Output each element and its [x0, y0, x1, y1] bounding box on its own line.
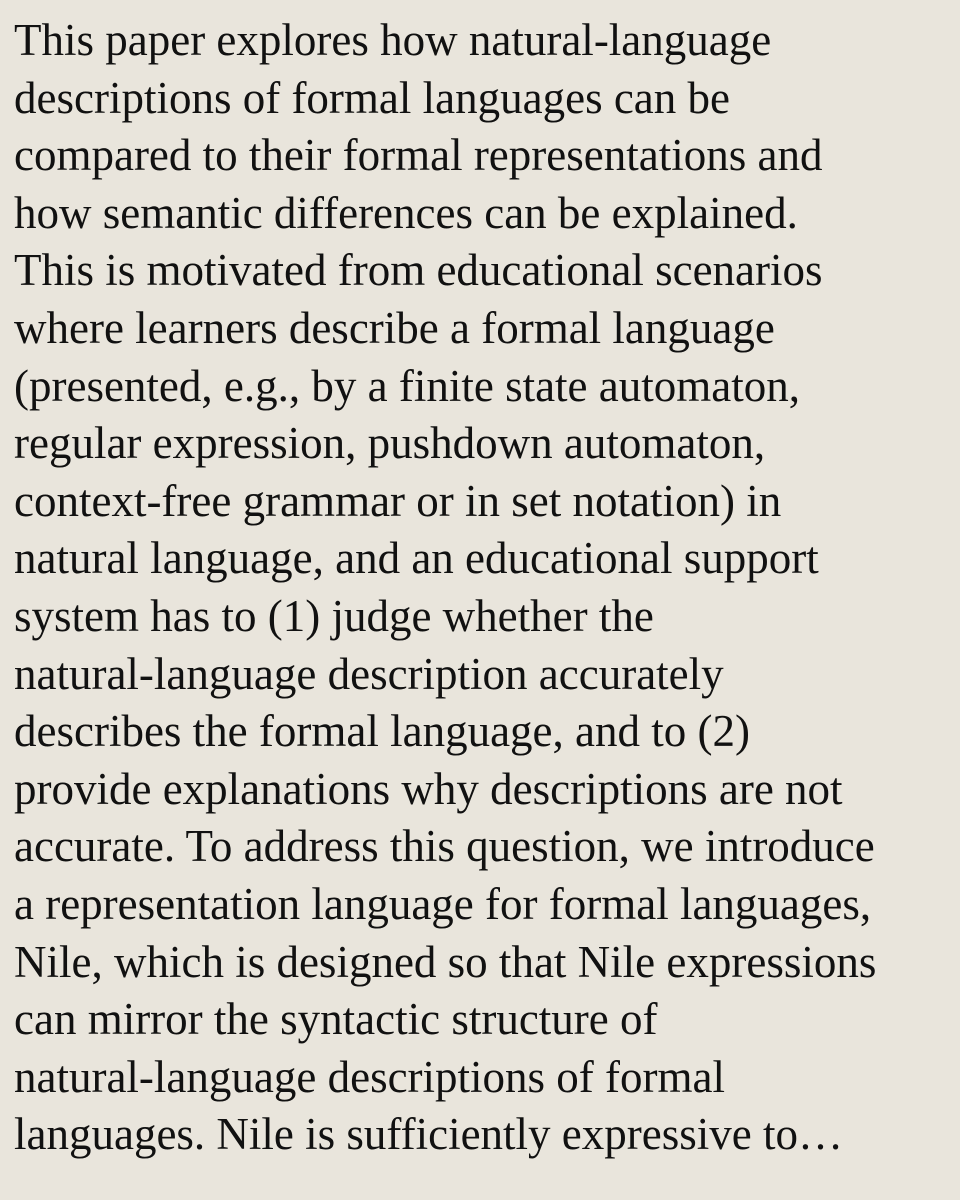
abstract-line-1: This paper explores how natural-language — [14, 15, 772, 65]
abstract-line-18: can mirror the syntactic structure of — [14, 994, 658, 1045]
abstract-line-4: how semantic differences can be explained. — [14, 187, 798, 238]
abstract-line-2: descriptions of formal languages can be — [14, 72, 731, 123]
abstract-line-11: system has to (1) judge whether the — [14, 590, 654, 641]
abstract-line-5: This is motivated from educational scenarios — [14, 245, 823, 296]
abstract-line-10: natural language, and an educational support — [14, 533, 819, 584]
abstract-text — [14, 12, 948, 1164]
abstract-line-19: natural-language descriptions of formal — [14, 1051, 725, 1102]
abstract-line-3: compared to their formal representations and — [14, 130, 823, 181]
abstract-line-15: accurate. To address this question, we introduce — [14, 821, 875, 872]
abstract-line-6: where learners describe a formal language — [14, 302, 775, 353]
abstract-line-14: provide explanations why descriptions are not — [14, 763, 843, 814]
abstract-line-8: regular expression, pushdown automaton, — [14, 418, 766, 469]
abstract-line-7: (presented, e.g., by a finite state automaton, — [14, 360, 800, 411]
abstract-line-9: context-free grammar or in set notation) in — [14, 475, 782, 526]
abstract-line-16: a representation language for formal languages, — [14, 878, 872, 929]
abstract-line-12: natural-language description accurately — [14, 648, 724, 699]
abstract-line-17: Nile, which is designed so that Nile expressions — [14, 936, 877, 987]
abstract-line-13: describes the formal language, and to (2) — [14, 706, 750, 757]
abstract-line-20: languages. Nile is sufficiently expressive to… — [14, 1109, 843, 1160]
